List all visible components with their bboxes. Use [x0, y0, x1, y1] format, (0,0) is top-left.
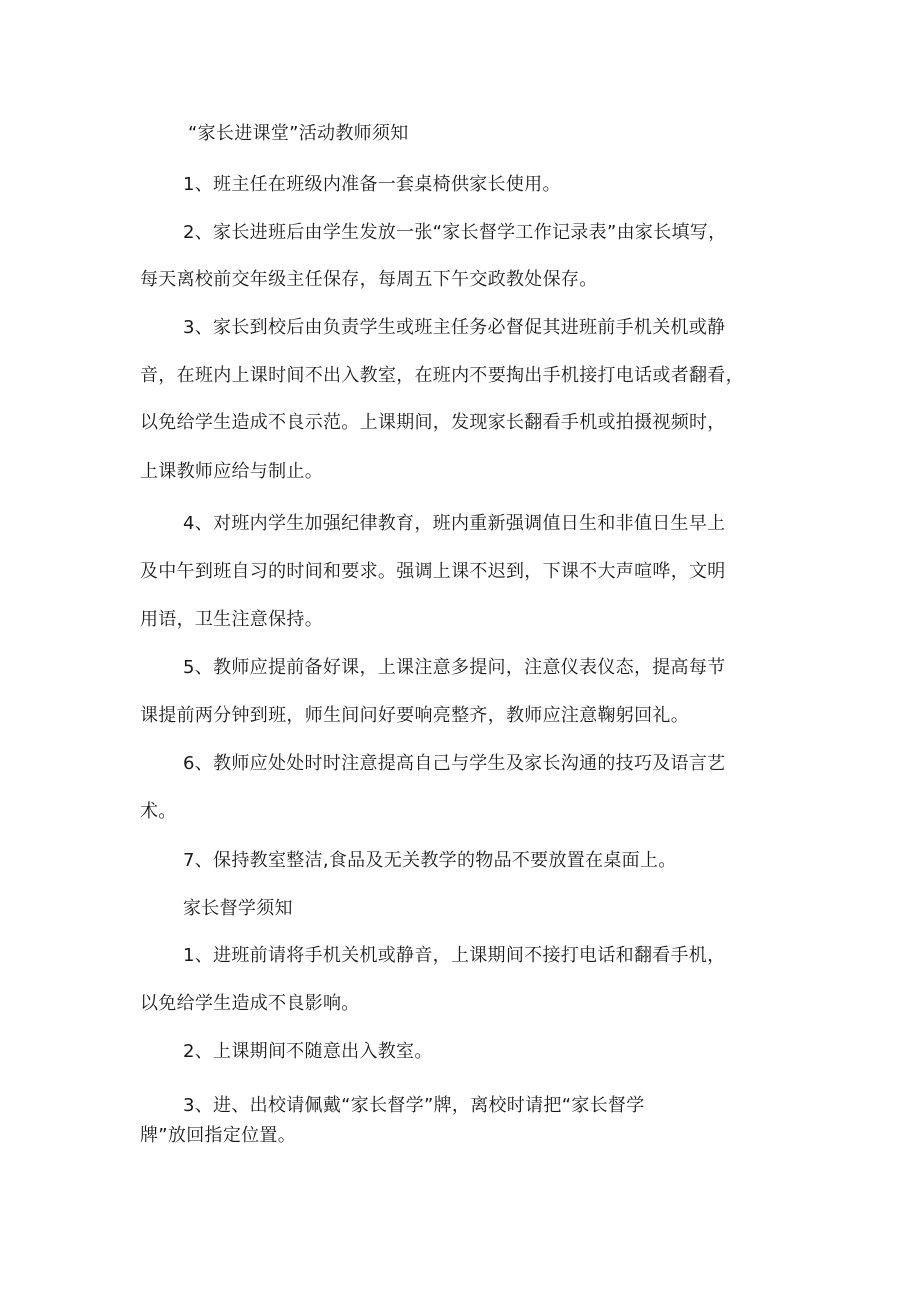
teacher-item-6-line-2: 术。: [140, 801, 177, 822]
teacher-item-4-line-1: 4、对班内学生加强纪律教育，班内重新强调值日生和非值日生早上: [183, 513, 726, 534]
teacher-item-5-line-1: 5、教师应提前备好课，上课注意多提问，注意仪表仪态，提高每节: [183, 657, 726, 678]
teacher-item-4-line-3: 用语，卫生注意保持。: [140, 609, 323, 630]
teacher-item-3-line-3: 以免给学生造成不良示范。上课期间，发现家长翻看手机或拍摄视频时，: [140, 412, 726, 433]
parent-item-3-line-1: 3、进、出校请佩戴“家长督学”牌，离校时请把“家长督学: [183, 1095, 645, 1116]
teacher-item-7-line-1: 7、保持教室整洁,食品及无关教学的物品不要放置在桌面上。: [183, 850, 677, 871]
parent-item-1-line-1: 1、进班前请将手机关机或静音，上课期间不接打电话和翻看手机，: [183, 945, 726, 966]
parent-item-1-line-2: 以免给学生造成不良影响。: [140, 993, 360, 1014]
teacher-item-4-line-2: 及中午到班自习的时间和要求。强调上课不迟到，下课不大声喧哗，文明: [140, 561, 726, 582]
teacher-item-6-line-1: 6、教师应处处时时注意提高自己与学生及家长沟通的技巧及语言艺: [183, 753, 726, 774]
teacher-item-2-line-2: 每天离校前交年级主任保存，每周五下午交政教处保存。: [140, 269, 598, 290]
parent-notice-title: 家长督学须知: [183, 898, 293, 919]
teacher-item-5-line-2: 课提前两分钟到班，师生间问好要响亮整齐，教师应注意鞠躬回礼。: [140, 705, 689, 726]
teacher-notice-title: “家长进课堂”活动教师须知: [188, 123, 409, 144]
teacher-item-3-line-2: 音，在班内上课时间不出入教室，在班内不要掏出手机接打电话或者翻看，: [140, 365, 744, 386]
teacher-item-1-line-1: 1、班主任在班级内准备一套桌椅供家长使用。: [183, 174, 561, 195]
parent-item-2-line-1: 2、上课期间不随意出入教室。: [183, 1041, 433, 1062]
teacher-item-3-line-4: 上课教师应给与制止。: [140, 461, 323, 482]
teacher-item-3-line-1: 3、家长到校后由负责学生或班主任务必督促其进班前手机关机或静: [183, 317, 726, 338]
teacher-item-2-line-1: 2、家长进班后由学生发放一张“家长督学工作记录表”由家长填写，: [183, 222, 727, 243]
parent-item-3-line-2: 牌”放回指定位置。: [140, 1125, 297, 1146]
